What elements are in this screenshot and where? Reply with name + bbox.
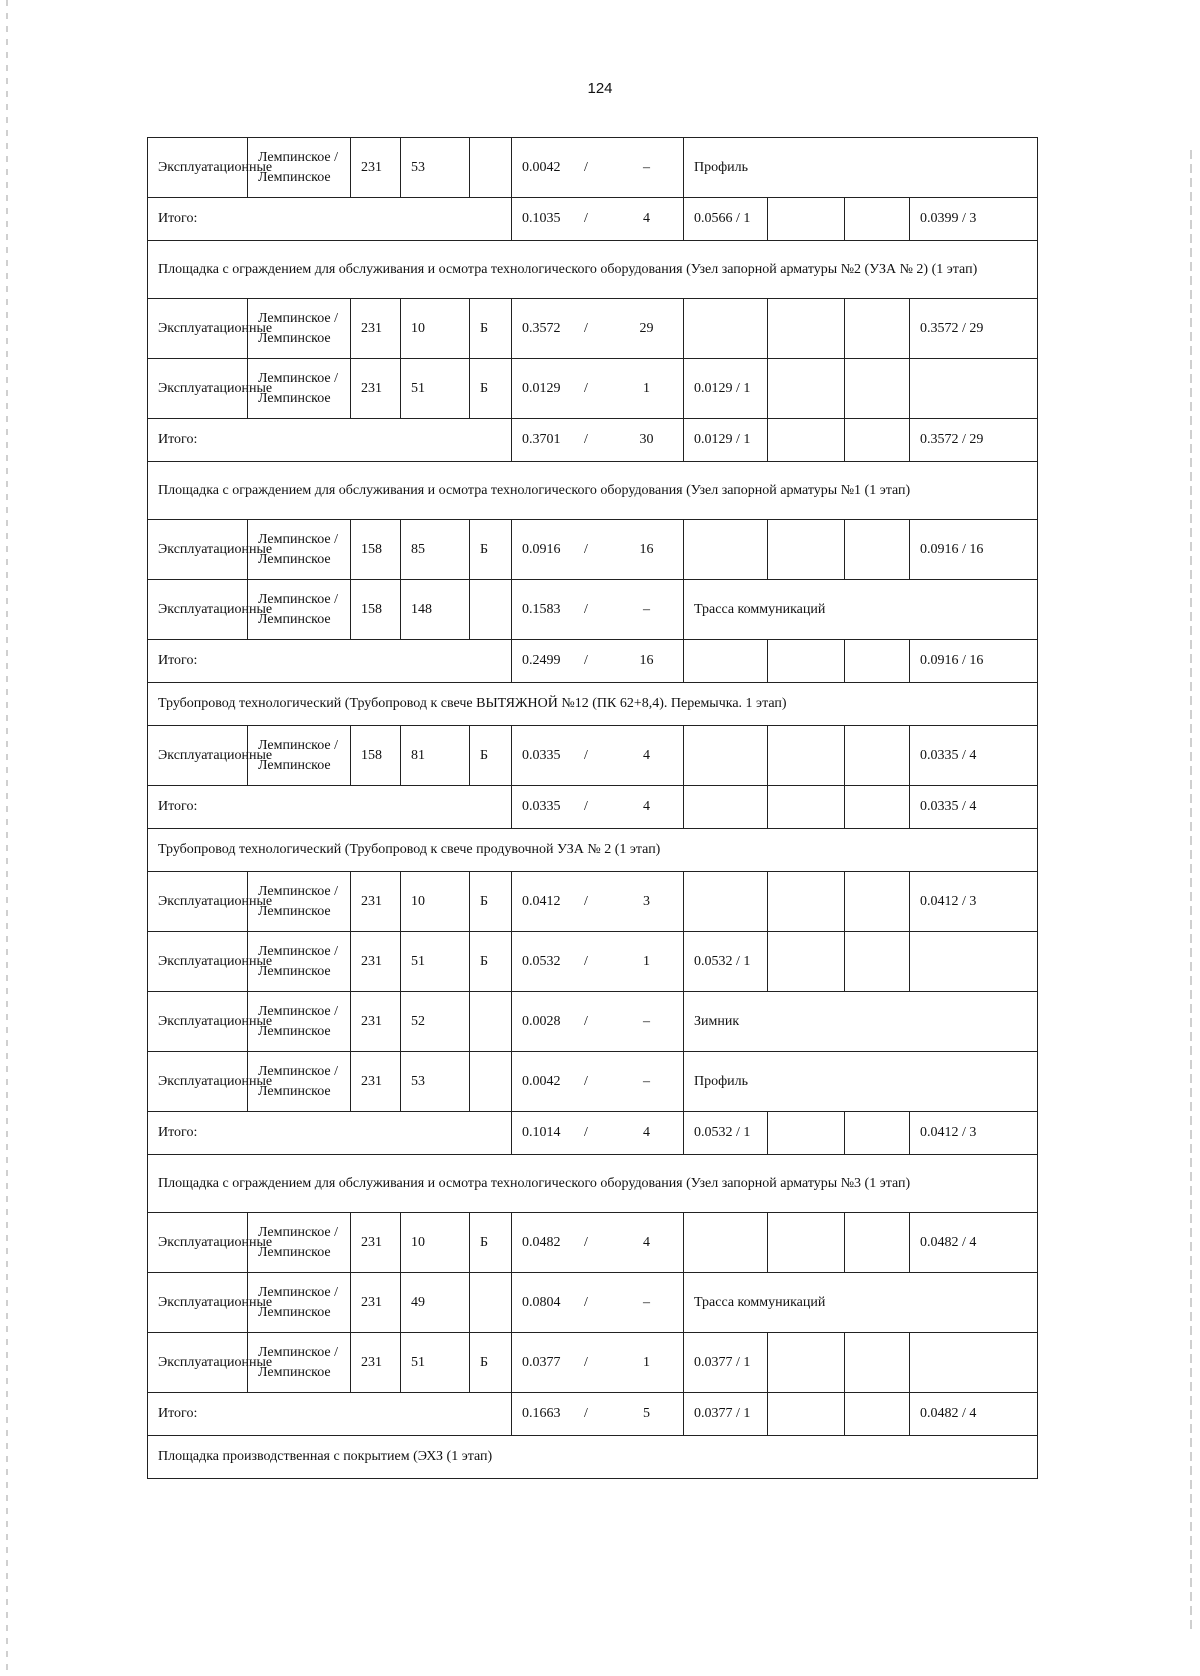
total-label: Итого: — [148, 419, 512, 462]
category-letter-cell: Б — [470, 1213, 512, 1273]
plot-cell: 49 — [401, 1273, 470, 1333]
section-title: Площадка с ограждением для обслуживания и осмотра технологического оборудования (Узел запорной арматуры №3 (1 этап) — [148, 1155, 1038, 1213]
area-count-cell — [512, 786, 684, 829]
category-letter-cell: Б — [470, 1333, 512, 1393]
total-value-4: 0.0482 / 4 — [910, 1393, 1038, 1436]
forest-plot-table — [147, 137, 1038, 1479]
note-cell: Трасса коммуникаций — [684, 580, 1038, 640]
count-value: 4 — [643, 1234, 650, 1250]
category-cell: Эксплуатационные — [148, 580, 248, 640]
area-value: 0.0335 — [522, 747, 561, 763]
slash: / — [584, 1013, 588, 1029]
area-value: 0.0482 — [522, 1234, 561, 1250]
total-value-3 — [845, 786, 910, 829]
table-row — [148, 872, 1038, 932]
category-cell: Эксплуатационные — [148, 1273, 248, 1333]
value-cell-3 — [845, 726, 910, 786]
area-value: 0.0028 — [522, 1013, 561, 1029]
total-row — [148, 1112, 1038, 1155]
area-value: 0.3701 — [522, 432, 561, 447]
slash: / — [584, 747, 588, 763]
area-value: 0.0042 — [522, 1073, 561, 1089]
area-count-cell — [512, 932, 684, 992]
count-value: – — [643, 1013, 650, 1029]
total-value-2 — [768, 198, 845, 241]
area-value: 0.0377 — [522, 1354, 561, 1370]
area-count-cell — [512, 1213, 684, 1273]
value-cell-2 — [768, 726, 845, 786]
total-label: Итого: — [148, 1393, 512, 1436]
note-cell: Профиль — [684, 138, 1038, 198]
total-row — [148, 786, 1038, 829]
quarter-cell: 231 — [351, 1213, 401, 1273]
plot-cell: 52 — [401, 992, 470, 1052]
forestry-cell: Лемпинское / Лемпинское — [248, 520, 351, 580]
category-cell: Эксплуатационные — [148, 299, 248, 359]
area-value: 0.2499 — [522, 653, 561, 668]
slash: / — [584, 541, 588, 557]
area-value: 0.0412 — [522, 893, 561, 909]
total-value-1: 0.0377 / 1 — [684, 1393, 768, 1436]
note-cell: Зимник — [684, 992, 1038, 1052]
section-title: Площадка производственная с покрытием (ЭХЗ (1 этап) — [148, 1436, 1038, 1479]
count-value: 16 — [639, 653, 654, 668]
value-cell-2 — [768, 520, 845, 580]
section-title: Площадка с ограждением для обслуживания и осмотра технологического оборудования (Узел запорной арматуры №1 (1 этап) — [148, 462, 1038, 520]
area-value: 0.0042 — [522, 159, 561, 175]
slash: / — [584, 380, 588, 396]
slash: / — [584, 799, 588, 814]
value-cell-3 — [845, 872, 910, 932]
quarter-cell: 231 — [351, 992, 401, 1052]
total-value-2 — [768, 640, 845, 683]
total-value-1: 0.0129 / 1 — [684, 419, 768, 462]
total-label: Итого: — [148, 640, 512, 683]
table-row — [148, 138, 1038, 198]
total-value-4: 0.0399 / 3 — [910, 198, 1038, 241]
category-letter-cell — [470, 138, 512, 198]
area-count-cell — [512, 580, 684, 640]
category-cell: Эксплуатационные — [148, 520, 248, 580]
section-row — [148, 1155, 1038, 1213]
count-value: – — [643, 159, 650, 175]
value-cell-3 — [845, 299, 910, 359]
table-row — [148, 520, 1038, 580]
total-row — [148, 419, 1038, 462]
forestry-cell: Лемпинское / Лемпинское — [248, 872, 351, 932]
area-value: 0.1663 — [522, 1406, 561, 1421]
slash: / — [584, 653, 588, 668]
section-title: Трубопровод технологический (Трубопровод к свече ВЫТЯЖНОЙ №12 (ПК 62+8,4). Перемычка. 1 этап) — [148, 683, 1038, 726]
value-cell-2 — [768, 872, 845, 932]
slash: / — [584, 893, 588, 909]
total-label: Итого: — [148, 1112, 512, 1155]
scan-edge-right — [1190, 150, 1192, 1630]
value-cell-3 — [845, 1333, 910, 1393]
value-cell-1 — [684, 1213, 768, 1273]
section-row — [148, 241, 1038, 299]
forestry-cell: Лемпинское / Лемпинское — [248, 359, 351, 419]
count-value: 4 — [643, 747, 650, 763]
slash: / — [584, 1294, 588, 1310]
area-value: 0.3572 — [522, 320, 561, 336]
forestry-cell: Лемпинское / Лемпинское — [248, 138, 351, 198]
area-count-cell — [512, 138, 684, 198]
total-row — [148, 640, 1038, 683]
total-label: Итого: — [148, 198, 512, 241]
quarter-cell: 231 — [351, 1333, 401, 1393]
forestry-cell: Лемпинское / Лемпинское — [248, 580, 351, 640]
value-cell-1 — [684, 872, 768, 932]
table-row — [148, 932, 1038, 992]
note-cell: Трасса коммуникаций — [684, 1273, 1038, 1333]
area-count-cell — [512, 419, 684, 462]
category-letter-cell: Б — [470, 932, 512, 992]
count-value: 4 — [643, 211, 650, 226]
forestry-cell: Лемпинское / Лемпинское — [248, 726, 351, 786]
note-cell: Профиль — [684, 1052, 1038, 1112]
table-row — [148, 580, 1038, 640]
count-value: – — [643, 601, 650, 617]
category-cell: Эксплуатационные — [148, 138, 248, 198]
total-value-3 — [845, 419, 910, 462]
table-body — [148, 138, 1038, 1479]
slash: / — [584, 432, 588, 447]
value-cell-2 — [768, 299, 845, 359]
area-count-cell — [512, 872, 684, 932]
table-row — [148, 1273, 1038, 1333]
slash: / — [584, 1073, 588, 1089]
area-count-cell — [512, 640, 684, 683]
category-letter-cell — [470, 992, 512, 1052]
plot-cell: 51 — [401, 932, 470, 992]
value-cell-1: 0.0377 / 1 — [684, 1333, 768, 1393]
count-value: 5 — [643, 1406, 650, 1421]
value-cell-2 — [768, 1333, 845, 1393]
table-row — [148, 359, 1038, 419]
count-value: 4 — [643, 1125, 650, 1140]
plot-cell: 10 — [401, 1213, 470, 1273]
value-cell-4: 0.3572 / 29 — [910, 299, 1038, 359]
slash: / — [584, 953, 588, 969]
slash: / — [584, 320, 588, 336]
value-cell-2 — [768, 1213, 845, 1273]
quarter-cell: 231 — [351, 299, 401, 359]
area-value: 0.0532 — [522, 953, 561, 969]
table-row — [148, 1213, 1038, 1273]
category-cell: Эксплуатационные — [148, 1213, 248, 1273]
area-count-cell — [512, 359, 684, 419]
total-value-3 — [845, 1393, 910, 1436]
total-value-4: 0.0412 / 3 — [910, 1112, 1038, 1155]
count-value: – — [643, 1294, 650, 1310]
count-value: 30 — [639, 432, 654, 447]
total-value-1 — [684, 786, 768, 829]
plot-cell: 10 — [401, 299, 470, 359]
value-cell-1 — [684, 299, 768, 359]
page-number: 124 — [587, 80, 613, 97]
category-letter-cell — [470, 580, 512, 640]
area-value: 0.0804 — [522, 1294, 561, 1310]
category-cell: Эксплуатационные — [148, 1333, 248, 1393]
section-title: Трубопровод технологический (Трубопровод к свече продувочной УЗА № 2 (1 этап) — [148, 829, 1038, 872]
area-count-cell — [512, 1273, 684, 1333]
slash: / — [584, 211, 588, 226]
slash: / — [584, 159, 588, 175]
count-value: 1 — [643, 380, 650, 396]
category-letter-cell: Б — [470, 872, 512, 932]
forestry-cell: Лемпинское / Лемпинское — [248, 1273, 351, 1333]
quarter-cell: 231 — [351, 932, 401, 992]
count-value: 1 — [643, 953, 650, 969]
total-row — [148, 198, 1038, 241]
total-value-4: 0.3572 / 29 — [910, 419, 1038, 462]
table-row — [148, 992, 1038, 1052]
category-cell: Эксплуатационные — [148, 932, 248, 992]
scan-edge-left — [6, 0, 8, 1676]
value-cell-4 — [910, 1333, 1038, 1393]
value-cell-4 — [910, 932, 1038, 992]
forestry-cell: Лемпинское / Лемпинское — [248, 992, 351, 1052]
total-label: Итого: — [148, 786, 512, 829]
area-value: 0.0129 — [522, 380, 561, 396]
value-cell-4 — [910, 359, 1038, 419]
category-letter-cell — [470, 1052, 512, 1112]
total-value-1: 0.0566 / 1 — [684, 198, 768, 241]
quarter-cell: 231 — [351, 872, 401, 932]
value-cell-1: 0.0532 / 1 — [684, 932, 768, 992]
section-row — [148, 1436, 1038, 1479]
plot-cell: 53 — [401, 138, 470, 198]
value-cell-3 — [845, 1213, 910, 1273]
section-row — [148, 462, 1038, 520]
category-letter-cell: Б — [470, 299, 512, 359]
forestry-cell: Лемпинское / Лемпинское — [248, 932, 351, 992]
value-cell-1 — [684, 520, 768, 580]
value-cell-3 — [845, 932, 910, 992]
area-value: 0.0916 — [522, 541, 561, 557]
category-cell: Эксплуатационные — [148, 992, 248, 1052]
forestry-cell: Лемпинское / Лемпинское — [248, 299, 351, 359]
area-count-cell — [512, 198, 684, 241]
table-row — [148, 1052, 1038, 1112]
table-row — [148, 726, 1038, 786]
quarter-cell: 158 — [351, 580, 401, 640]
total-value-4: 0.0335 / 4 — [910, 786, 1038, 829]
quarter-cell: 231 — [351, 138, 401, 198]
area-value: 0.0335 — [522, 799, 561, 814]
plot-cell: 51 — [401, 359, 470, 419]
quarter-cell: 158 — [351, 726, 401, 786]
total-value-2 — [768, 419, 845, 462]
count-value: 16 — [639, 541, 654, 557]
value-cell-4: 0.0335 / 4 — [910, 726, 1038, 786]
value-cell-1: 0.0129 / 1 — [684, 359, 768, 419]
slash: / — [584, 1354, 588, 1370]
table-row — [148, 1333, 1038, 1393]
area-count-cell — [512, 1052, 684, 1112]
value-cell-2 — [768, 932, 845, 992]
area-value: 0.1014 — [522, 1125, 561, 1140]
total-value-4: 0.0916 / 16 — [910, 640, 1038, 683]
area-count-cell — [512, 299, 684, 359]
category-cell: Эксплуатационные — [148, 1052, 248, 1112]
quarter-cell: 231 — [351, 1273, 401, 1333]
plot-cell: 85 — [401, 520, 470, 580]
category-letter-cell: Б — [470, 726, 512, 786]
value-cell-3 — [845, 359, 910, 419]
category-letter-cell: Б — [470, 520, 512, 580]
total-value-3 — [845, 640, 910, 683]
count-value: 29 — [639, 320, 654, 336]
slash: / — [584, 1406, 588, 1421]
slash: / — [584, 1125, 588, 1140]
area-value: 0.1035 — [522, 211, 561, 226]
plot-cell: 81 — [401, 726, 470, 786]
quarter-cell: 231 — [351, 359, 401, 419]
area-count-cell — [512, 1393, 684, 1436]
total-value-2 — [768, 1112, 845, 1155]
quarter-cell: 158 — [351, 520, 401, 580]
forestry-cell: Лемпинское / Лемпинское — [248, 1333, 351, 1393]
quarter-cell: 231 — [351, 1052, 401, 1112]
category-cell: Эксплуатационные — [148, 872, 248, 932]
value-cell-4: 0.0482 / 4 — [910, 1213, 1038, 1273]
total-value-1 — [684, 640, 768, 683]
table-row — [148, 299, 1038, 359]
area-value: 0.1583 — [522, 601, 561, 617]
value-cell-4: 0.0412 / 3 — [910, 872, 1038, 932]
count-value: – — [643, 1073, 650, 1089]
slash: / — [584, 1234, 588, 1250]
area-count-cell — [512, 726, 684, 786]
total-row — [148, 1393, 1038, 1436]
area-count-cell — [512, 992, 684, 1052]
forestry-cell: Лемпинское / Лемпинское — [248, 1213, 351, 1273]
section-title: Площадка с ограждением для обслуживания и осмотра технологического оборудования (Узел запорной арматуры №2 (УЗА № 2) (1 этап) — [148, 241, 1038, 299]
category-cell: Эксплуатационные — [148, 726, 248, 786]
area-count-cell — [512, 1333, 684, 1393]
total-value-3 — [845, 198, 910, 241]
section-row — [148, 829, 1038, 872]
value-cell-2 — [768, 359, 845, 419]
category-cell: Эксплуатационные — [148, 359, 248, 419]
value-cell-4: 0.0916 / 16 — [910, 520, 1038, 580]
slash: / — [584, 601, 588, 617]
value-cell-3 — [845, 520, 910, 580]
area-count-cell — [512, 520, 684, 580]
total-value-1: 0.0532 / 1 — [684, 1112, 768, 1155]
total-value-2 — [768, 786, 845, 829]
category-letter-cell: Б — [470, 359, 512, 419]
count-value: 4 — [643, 799, 650, 814]
category-letter-cell — [470, 1273, 512, 1333]
total-value-2 — [768, 1393, 845, 1436]
count-value: 3 — [643, 893, 650, 909]
count-value: 1 — [643, 1354, 650, 1370]
plot-cell: 10 — [401, 872, 470, 932]
forestry-cell: Лемпинское / Лемпинское — [248, 1052, 351, 1112]
plot-cell: 148 — [401, 580, 470, 640]
section-row — [148, 683, 1038, 726]
total-value-3 — [845, 1112, 910, 1155]
area-count-cell — [512, 1112, 684, 1155]
value-cell-1 — [684, 726, 768, 786]
plot-cell: 51 — [401, 1333, 470, 1393]
plot-cell: 53 — [401, 1052, 470, 1112]
